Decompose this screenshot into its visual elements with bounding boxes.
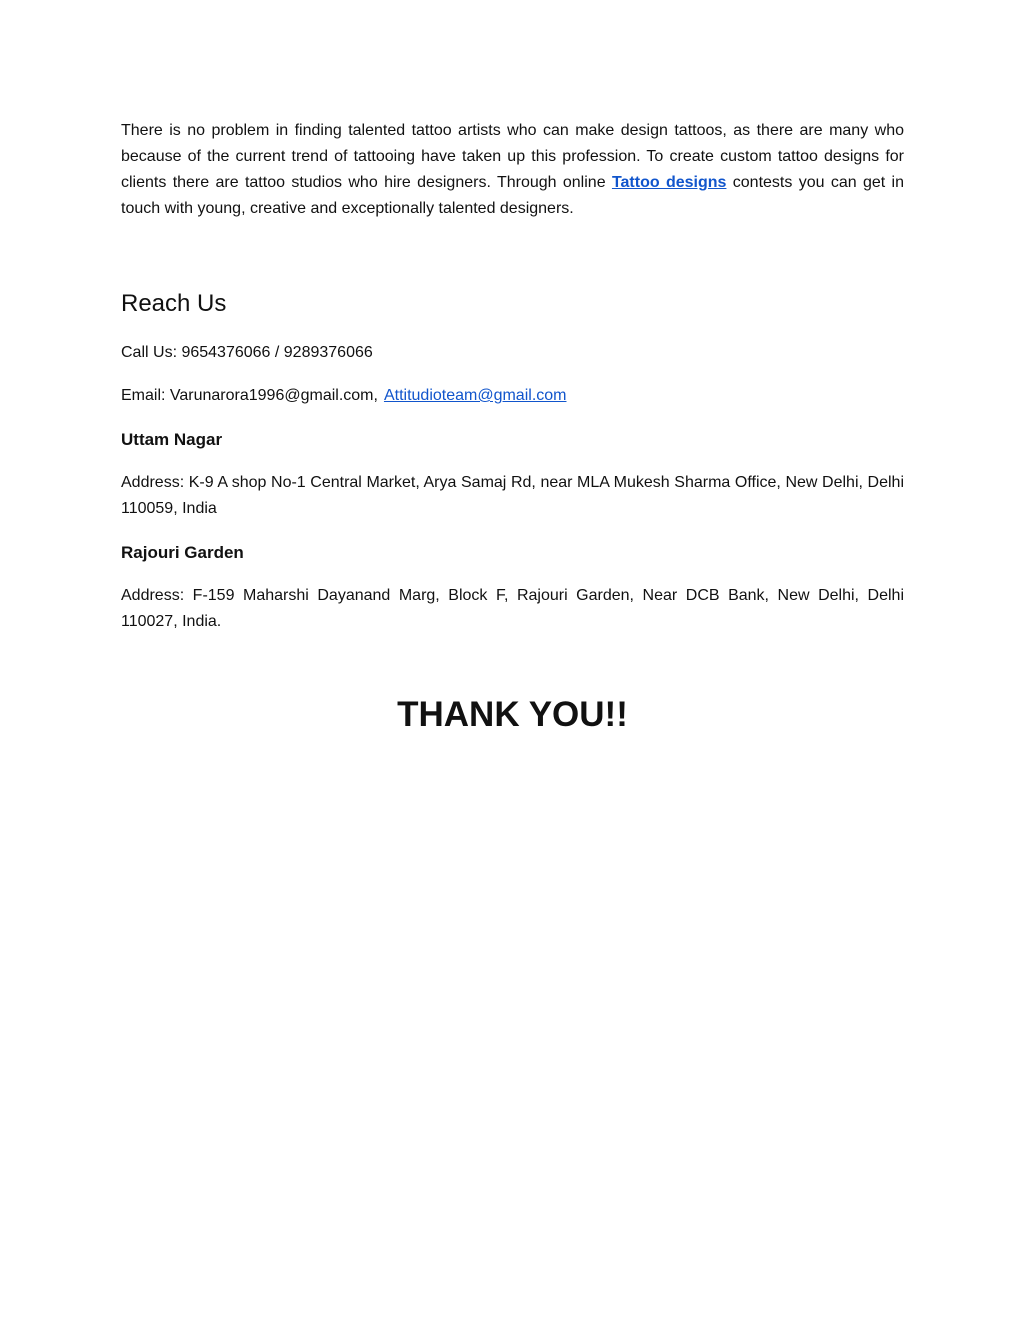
- page-content: [121, 118, 904, 737]
- call-us-line: Call Us: 9654376066 / 9289376066: [121, 344, 373, 361]
- address-uttam-nagar: Address: K-9 A shop No-1 Central Market, Arya Samaj Rd, near MLA Mukesh Sharma Office, New Delhi, Delhi 110059, India: [121, 474, 904, 517]
- thank-you-heading: THANK YOU!!: [397, 695, 628, 734]
- intro-text-after-link: contests you can get in touch with young, creative and exceptionally talented designers.: [121, 174, 905, 217]
- email-prefix: Email: Varunarora1996@gmail.com,: [121, 387, 378, 404]
- location-heading-rajouri-garden: Rajouri Garden: [121, 543, 244, 562]
- email-link[interactable]: Attitudioteam@gmail.com: [383, 387, 567, 404]
- location-heading-uttam-nagar: Uttam Nagar: [121, 430, 223, 449]
- intro-paragraph: [121, 118, 904, 222]
- intro-text-before-link: There is no problem in finding talented tattoo artists who can make design tattoos, as there are many who because of the current trend of tattooing have taken up this profession. To create custom tattoo designs for clients there are tattoo studios who hire designers. Through online: [121, 122, 904, 191]
- tattoo-designs-link[interactable]: Tattoo designs: [611, 174, 727, 191]
- reach-us-heading: Reach Us: [121, 290, 227, 317]
- address-rajouri-garden: Address: F-159 Maharshi Dayanand Marg, Block F, Rajouri Garden, Near DCB Bank, New Delhi, Delhi 110027, India.: [121, 587, 904, 630]
- email-line: [121, 383, 904, 409]
